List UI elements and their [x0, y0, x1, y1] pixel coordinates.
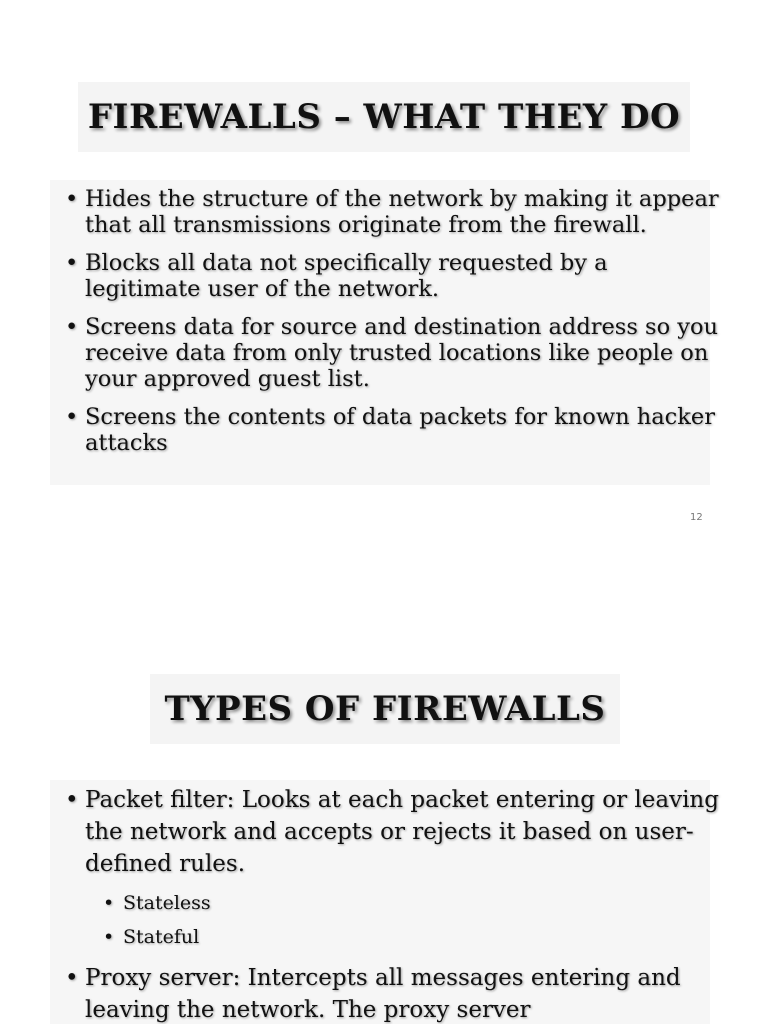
bullet-item	[50, 314, 730, 392]
sub-bullet-text: Stateless	[123, 892, 211, 914]
bullet-list	[50, 186, 730, 468]
bullet-marker: •	[65, 787, 79, 813]
bullet-text: Screens data for source and destination address so you receive data from only trusted locations like people on your approved guest list.	[85, 314, 719, 392]
bullet-text: Proxy server: Intercepts all messages entering and leaving the network. The proxy server	[85, 965, 681, 1023]
bullet-item	[50, 784, 730, 954]
slide-title-box	[150, 674, 620, 744]
bullet-marker: •	[65, 314, 79, 340]
bullet-text: Packet filter: Looks at each packet entering or leaving the network and accepts or rejects it based on user-defined rules.	[85, 787, 719, 877]
bullet-item	[50, 962, 730, 1024]
bullet-marker: •	[103, 892, 115, 914]
bullet-marker: •	[65, 250, 79, 276]
bullet-marker: •	[65, 404, 79, 430]
bullet-marker: •	[103, 926, 115, 948]
bullet-item	[50, 250, 730, 302]
sub-bullet-item	[85, 886, 730, 920]
sub-bullet-text: Stateful	[123, 926, 200, 948]
bullet-item	[50, 186, 730, 238]
bullet-text: Screens the contents of data packets for known hacker attacks	[85, 404, 715, 456]
slide-title-box	[78, 82, 690, 152]
bullet-item	[50, 404, 730, 456]
bullet-list	[50, 784, 730, 1024]
slide-title: FIREWALLS – WHAT THEY DO	[87, 97, 681, 137]
bullet-text: Blocks all data not specifically requested by a legitimate user of the network.	[85, 250, 608, 302]
bullet-marker: •	[65, 965, 79, 991]
bullet-text: Hides the structure of the network by making it appear that all transmissions originate from the firewall.	[85, 186, 719, 238]
sub-bullet-list	[85, 886, 730, 954]
sub-bullet-item	[85, 920, 730, 954]
page-number: 12	[690, 512, 703, 523]
slide-types-of-firewalls	[0, 560, 768, 1024]
slide-title: TYPES OF FIREWALLS	[164, 689, 606, 729]
bullet-marker: •	[65, 186, 79, 212]
